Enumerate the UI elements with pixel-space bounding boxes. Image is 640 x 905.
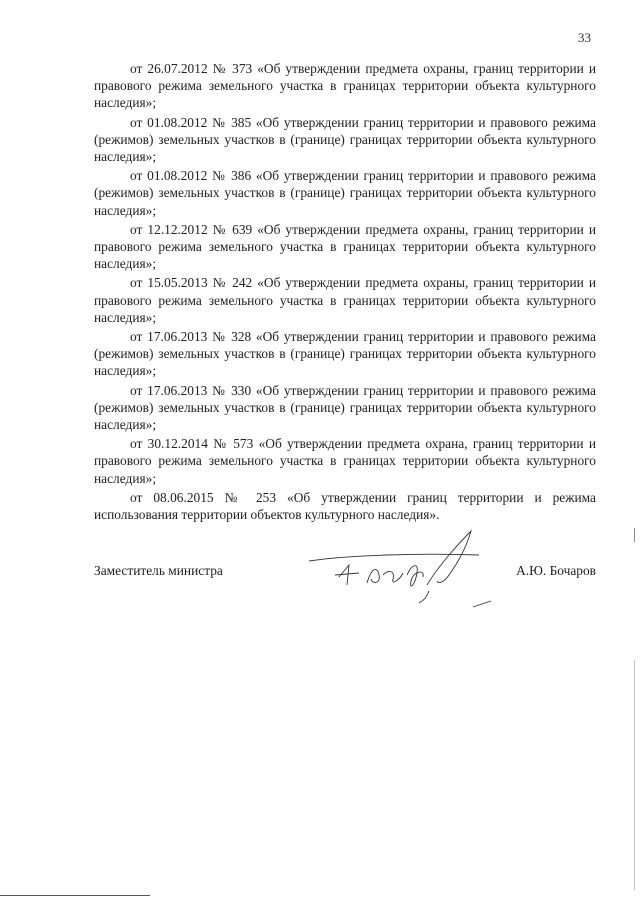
- list-item: от 17.06.2013 № 328 «Об утверждении границ территории и правового режима (режимов) земельных участков в (границе) границах территории объекта культурного наследия»;: [94, 329, 596, 379]
- divider: [0, 895, 150, 896]
- signatory-position: Заместитель министра: [94, 563, 223, 578]
- page-number: 33: [578, 30, 591, 45]
- list-item: от 08.06.2015 № 253 «Об утверждении границ территории и режима использования территории объектов культурного наследия».: [94, 489, 596, 523]
- document-body: [94, 60, 596, 525]
- divider: [634, 528, 635, 542]
- list-item: от 01.08.2012 № 385 «Об утверждении границ территории и правового режима (режимов) земельных участков в (границе) границах территории объекта культурного наследия»;: [94, 114, 596, 165]
- list-item: от 26.07.2012 № 373 «Об утверждении предмета охраны, границ территории и правового режима земельного участка в границах территории объекта культурного наследия»;: [94, 61, 596, 111]
- list-item: от 30.12.2014 № 573 «Об утверждении предмета охрана, границ территории и правового режима земельного участка в границах территории объекта культурного наследия»;: [94, 436, 596, 486]
- list-item: от 17.06.2013 № 330 «Об утверждении границ территории и правового режима (режимов) земельных участков в (границе) границах территории объекта культурного наследия»;: [94, 382, 596, 433]
- signature-block: [94, 555, 596, 605]
- list-item: от 12.12.2012 № 639 «Об утверждении предмета охраны, границ территории и правового режима земельного участка в границах территории объекта культурного наследия»;: [94, 221, 596, 272]
- divider: [634, 660, 635, 890]
- signatory-name: А.Ю. Бочаров: [516, 563, 596, 578]
- handwritten-signature: [299, 525, 499, 615]
- list-item: от 01.08.2012 № 386 «Об утверждении границ территории и правового режима (режимов) земельных участков в (границе) границах территории объекта культурного наследия»;: [94, 168, 596, 218]
- list-item: от 15.05.2013 № 242 «Об утверждении предмета охраны, границ территории и правового режима земельного участка в границах территории объекта культурного наследия»;: [94, 275, 596, 325]
